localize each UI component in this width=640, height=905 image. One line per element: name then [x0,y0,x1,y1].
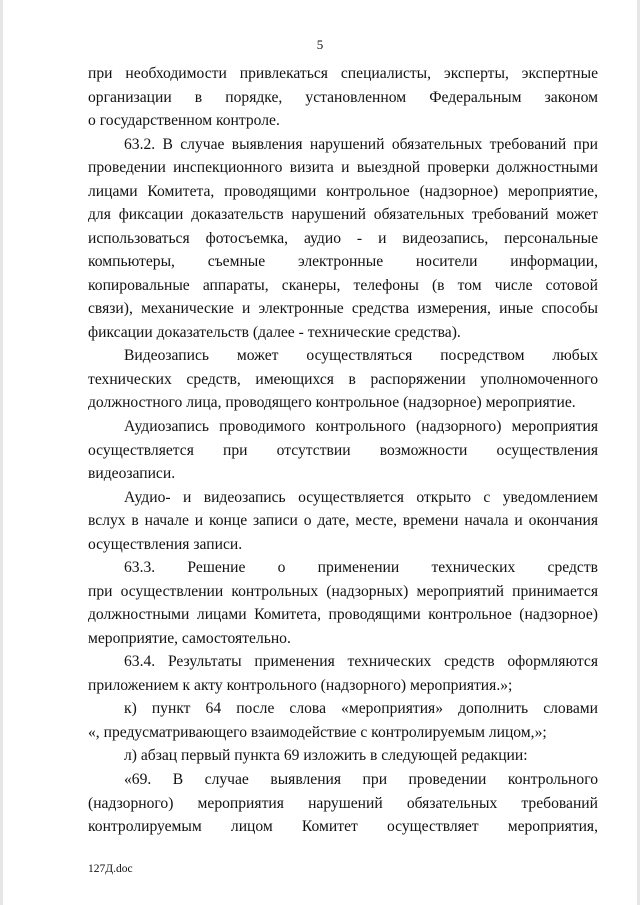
text-line: вслух в начале и конце записи о дате, месте, времени начала и окончания [88,512,598,529]
text-line: осуществляется при отсутствии возможности осуществления [88,442,598,459]
scan-edge-left [0,0,3,905]
text-line: приложением к акту контрольного (надзорного) мероприятия.»; [88,677,513,694]
text-line: о государственном контроле. [88,112,280,129]
text-line: 63.3. Решение о применении технических средств [124,559,598,576]
text-line: Видеозапись может осуществляться посредством любых [124,347,598,364]
text-line: л) абзац первый пункта 69 изложить в следующей редакции: [124,747,528,764]
text-line: осуществления записи. [88,536,243,553]
text-line: контролируемым лицом Комитет осуществляет мероприятия, [88,818,598,835]
text-line: фиксации доказательств (далее - технические средства). [88,324,461,341]
text-line: 63.2. В случае выявления нарушений обязательных требований при [124,136,598,153]
text-line: лицами Комитета, проводящими контрольное (надзорное) мероприятие, [88,183,598,200]
text-line: при осуществлении контрольных (надзорных) мероприятий принимается [88,583,598,600]
text-line: к) пункт 64 после слова «мероприятия» дополнить словами [124,700,598,717]
text-line: 63.4. Результаты применения технических средств оформляются [124,653,598,670]
text-line: (надзорного) мероприятия нарушений обязательных требований [88,795,598,812]
text-line: для фиксации доказательств нарушений обязательных требований может [88,206,598,223]
text-line: Аудио- и видеозапись осуществляется открыто с уведомлением [124,489,598,506]
text-line: связи), механические и электронные средства измерения, иные способы [88,300,598,317]
text-line: организации в порядке, установленном Федеральным законом [88,89,598,106]
text-line: Аудиозапись проводимого контрольного (надзорного) мероприятия [124,418,598,435]
text-line: видеозаписи. [88,465,176,482]
text-line: проведении инспекционного визита и выездной проверки должностными [88,159,598,176]
text-line: использоваться фотосъемка, аудио - и видеозапись, персональные [88,230,598,247]
text-line: мероприятие, самостоятельно. [88,630,291,647]
text-line: технических средств, имеющихся в распоряжении уполномоченного [88,371,598,388]
text-line: должностного лица, проводящего контрольное (надзорное) мероприятие. [88,394,576,411]
text-line: «, предусматривающего взаимодействие с контролируемым лицом,»; [88,724,547,741]
text-line: компьютеры, съемные электронные носители информации, [88,253,598,270]
text-line: должностными лицами Комитета, проводящими контрольное (надзорное) [88,606,598,623]
text-line: копировальные аппараты, сканеры, телефоны (в том числе сотовой [88,277,598,294]
text-line: «69. В случае выявления при проведении контрольного [124,771,598,788]
text-line: при необходимости привлекаться специалисты, эксперты, экспертные [88,65,598,82]
footer-filename: 127Д.doc [88,863,133,875]
page-number: 5 [316,37,324,52]
